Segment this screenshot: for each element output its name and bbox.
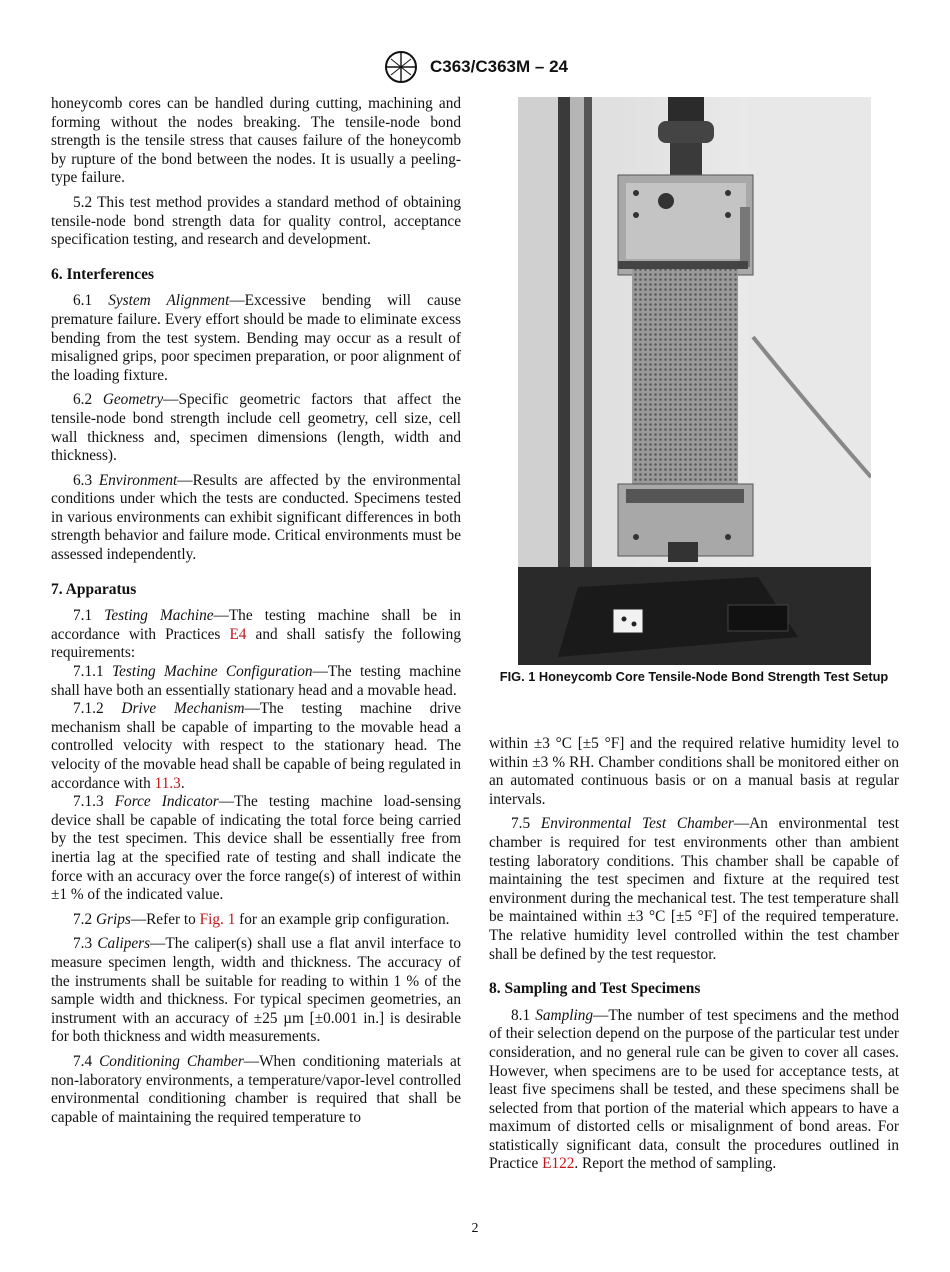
term-testing-machine: Testing Machine — [104, 607, 214, 625]
paragraph-7-5: 7.5 Environmental Test Chamber—An environmental test chamber is required for test environments other than ambient testing laboratory conditions. This chamber shall be capable of maintaining the test specimen and fixture at the required test environment during the mechanical test. The test temperature shall be maintained within ±3 °C [±5 °F] of the required temperature. The relative humidity level controlled within the test chamber shall be defined by the test requestor. — [489, 815, 899, 963]
section-heading-6: 6. Interferences — [51, 265, 155, 283]
term-system-alignment: System Alignment — [108, 292, 230, 310]
right-column — [489, 735, 899, 1180]
left-column — [51, 95, 461, 1133]
paragraph-7-4-continued: within ±3 °C [±5 °F] and the required relative humidity level to within ±3 % RH. Chamber conditions shall be monitored either on an automated continuous basis or on a manual basis at regular intervals. — [489, 735, 899, 808]
section-heading-8: 8. Sampling and Test Specimens — [489, 980, 701, 998]
term-drive-mechanism: Drive Mechanism — [121, 700, 245, 718]
paragraph-7-2: 7.2 Grips—Refer to Fig. 1 for an example grip configuration. — [73, 910, 450, 928]
term-calipers: Calipers — [97, 935, 151, 953]
paragraph-intro-continued: honeycomb cores can be handled during cutting, machining and forming without the nodes breaking. The tensile-node bond strength is the tensile stress that causes failure of the honeycomb by rupture of the bond between the nodes. It is usually a peeling-type failure. — [51, 95, 461, 187]
link-11-3[interactable]: 11.3 — [154, 774, 181, 792]
term-conditioning-chamber: Conditioning Chamber — [99, 1052, 244, 1070]
paragraph-6-1: 6.1 System Alignment—Excessive bending will cause premature failure. Every effort should be made to eliminate excess bending from the test system. Bending may occur as a result of misaligned grips, poor specimen preparation, or poor alignment of the loading fixture. — [51, 292, 462, 384]
page-header — [0, 50, 950, 84]
term-sampling: Sampling — [535, 1006, 594, 1024]
astm-logo-icon — [382, 50, 420, 84]
link-fig-1[interactable]: Fig. 1 — [199, 910, 236, 928]
paragraph-7-1-1: 7.1.1 Testing Machine Configuration—The testing machine shall have both an essentially stationary head and a movable head. — [51, 663, 461, 699]
section-heading-7: 7. Apparatus — [51, 580, 137, 598]
paragraph-6-3: 6.3 Environment—Results are affected by the environmental conditions under which the tests are conducted. Specimens tested in various environments can exhibit significant differences in both strength behavior and failure mode. Critical environments must be assessed independently. — [51, 471, 461, 564]
term-geometry: Geometry — [102, 391, 164, 409]
term-machine-configuration: Testing Machine Configuration — [111, 663, 313, 681]
figure-1-photo — [518, 97, 871, 665]
paragraph-5-2: 5.2 This test method provides a standard method of obtaining tensile-node bond strength data for quality control, acceptance specification testing, and research and development. — [51, 193, 461, 249]
paragraph-7-1: 7.1 Testing Machine—The testing machine shall be in accordance with Practices E4 and shall satisfy the following requirements: — [51, 607, 462, 662]
page-number: 2 — [471, 1221, 479, 1236]
paragraph-7-1-3: 7.1.3 Force Indicator—The testing machine load-sensing device shall be capable of indicating the total force being carried by the test specimen. This device shall be essentially free from inertia lag at the specified rate of testing and shall indicate the force with an accuracy over the force range(s) of interest of within ±1 % of the indicated value. — [51, 793, 462, 904]
term-force-indicator: Force Indicator — [114, 793, 219, 811]
figure-1-caption: FIG. 1 Honeycomb Core Tensile-Node Bond Strength Test Setup — [499, 669, 889, 684]
term-environmental-test-chamber: Environmental Test Chamber — [540, 815, 734, 833]
term-grips: Grips — [95, 910, 131, 928]
term-environment: Environment — [98, 471, 178, 489]
paragraph-7-3: 7.3 Calipers—The caliper(s) shall use a flat anvil interface to measure specimen length, width and thickness. The accuracy of the instruments shall be suitable for reading to within 1 % of the sample width and thickness. For typical specimen geometries, an instrument with an accuracy of ±25 µm [±0.001 in.] is desirable for both thickness and width measurements. — [51, 935, 462, 1046]
paragraph-7-1-2: 7.1.2 Drive Mechanism—The testing machine drive mechanism shall be capable of imparting to the movable head a controlled velocity with respect to the stationary head. The velocity of the movable head shall be capable of being regulated in accordance with 11.3. — [51, 700, 462, 792]
link-e4[interactable]: E4 — [229, 625, 247, 643]
link-e122[interactable]: E122 — [542, 1155, 575, 1173]
paragraph-8-1: 8.1 Sampling—The number of test specimens and the method of their selection depend on the purpose of the particular test under consideration, and no general rule can be given to cover all cases. However, when specimens are to be used for acceptance tests, at least five specimens shall be tested, and these specimens shall be selected from that portion of the material which appears to have a maximum of distorted cells or misalignment of bond areas. For statistically significant data, consult the procedures outlined in Practice E122. Report the method of sampling. — [489, 1006, 899, 1173]
document-code: C363/C363M – 24 — [430, 57, 568, 76]
paragraph-6-2: 6.2 Geometry—Specific geometric factors that affect the tensile-node bond strength include cell geometry, cell size, cell wall thickness and, specimen dimensions (length, width and thickness). — [51, 391, 461, 465]
paragraph-7-4: 7.4 Conditioning Chamber—When conditioning materials at non-laboratory environments, a temperature/vapor-level controlled environmental conditioning chamber is required that shall be capable of maintaining the required temperature to — [51, 1052, 461, 1126]
